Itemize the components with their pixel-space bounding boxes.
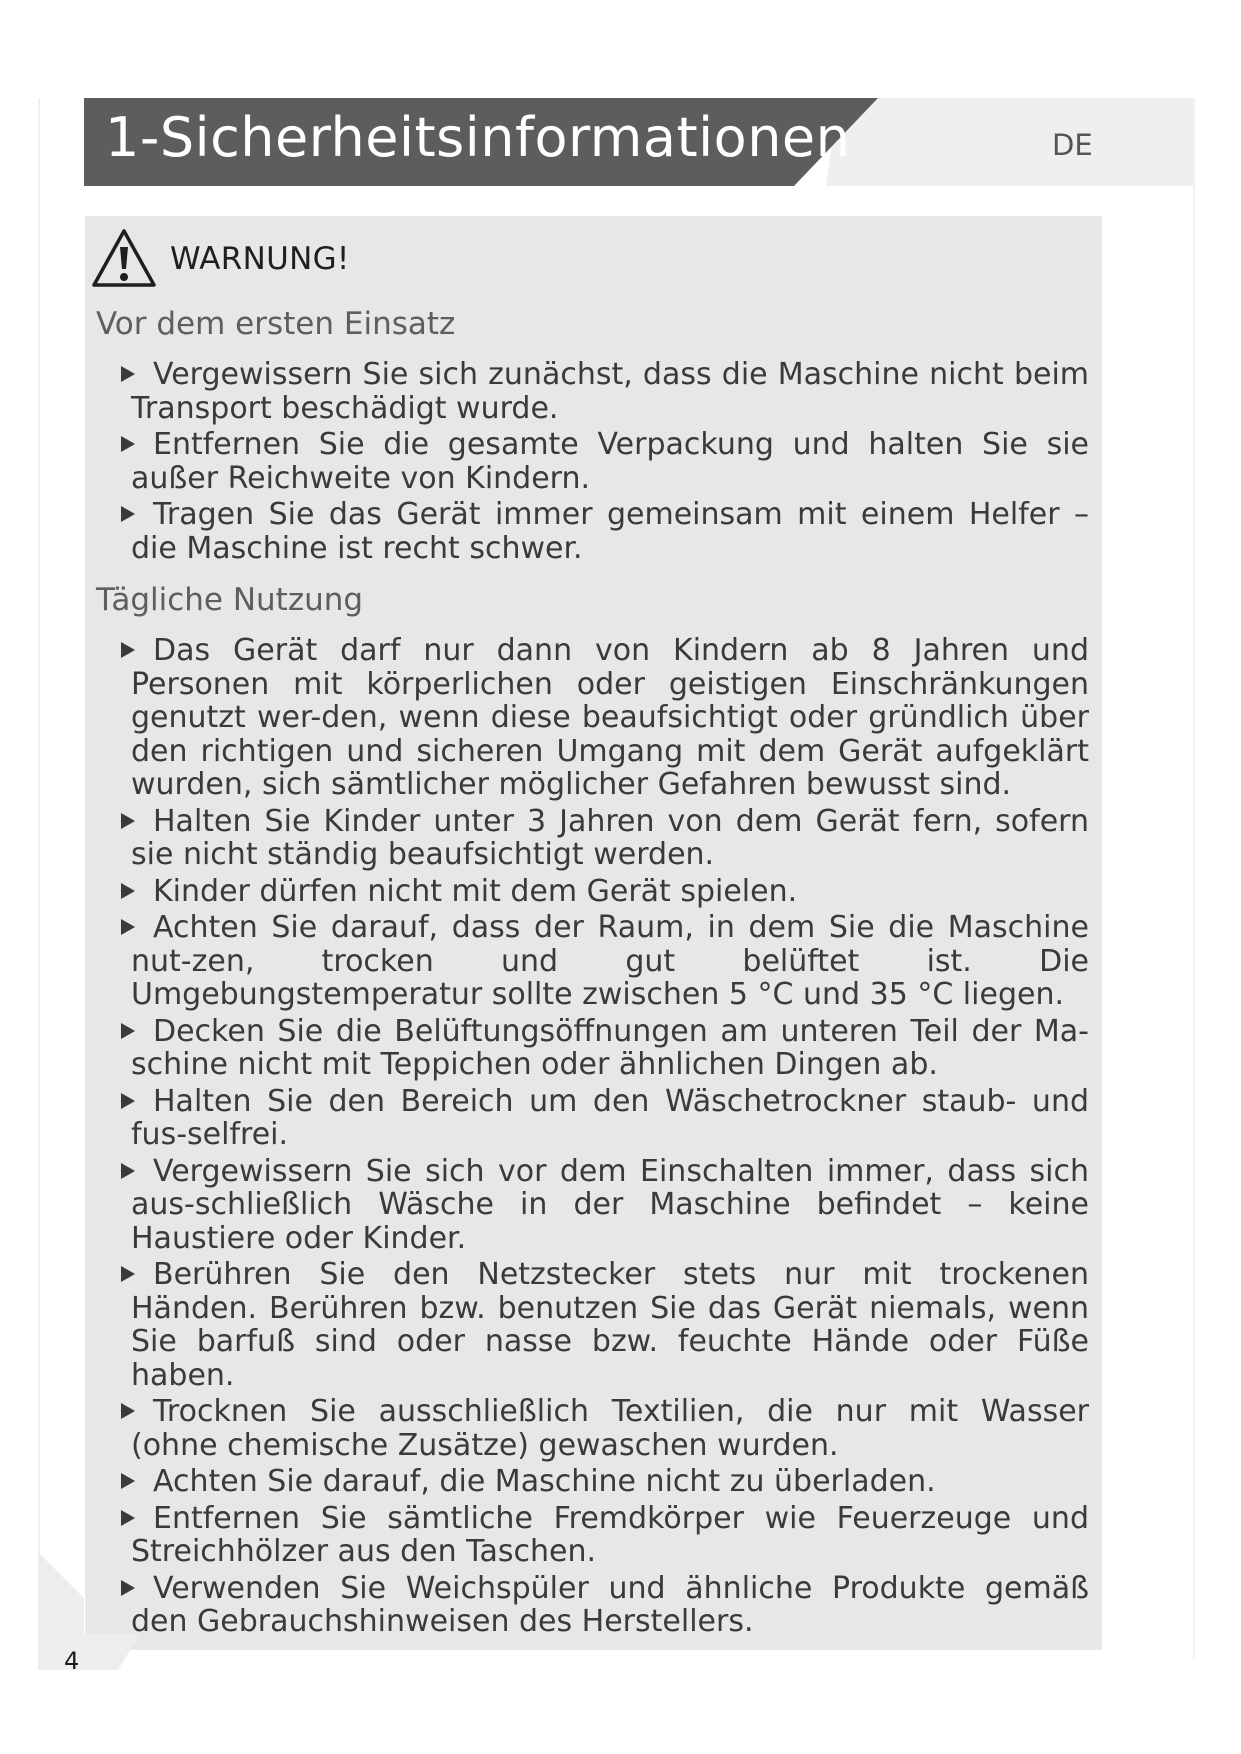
warning-label: WARNUNG!	[170, 241, 350, 277]
daily-use-list	[121, 634, 1089, 1642]
bullet-icon	[121, 366, 135, 382]
section-title-daily-use: Tägliche Nutzung	[96, 582, 364, 618]
header-banner	[0, 0, 1241, 200]
list-item: Trocknen Sie ausschließlich Textilien, die nur mit Wasser (ohne chemische Zusätze) gewaschen wurden.	[121, 1395, 1089, 1462]
right-margin-line	[1193, 98, 1195, 1658]
warning-triangle-icon	[90, 227, 158, 291]
left-margin-line	[38, 98, 40, 1658]
bullet-icon	[121, 919, 135, 935]
list-item: Verwenden Sie Weichspüler und ähnliche Produkte gemäß den Gebrauchshinweisen des Herstellers.	[121, 1572, 1089, 1639]
footer-corner-shape	[0, 1540, 160, 1710]
bullet-icon	[121, 1403, 135, 1419]
bullet-icon	[121, 1093, 135, 1109]
bullet-icon	[121, 813, 135, 829]
bullet-icon	[121, 1510, 135, 1526]
list-item: Decken Sie die Belüftungsöffnungen am unteren Teil der Ma-schine nicht mit Teppichen oder ähnlichen Dingen ab.	[121, 1015, 1089, 1082]
list-item: Achten Sie darauf, dass der Raum, in dem Sie die Maschine nut-zen, trocken und gut belüftet ist. Die Umgebungstemperatur sollte zwischen 5 °C und 35 °C liegen.	[121, 911, 1089, 1012]
bullet-icon	[121, 1473, 135, 1489]
bullet-icon	[121, 1266, 135, 1282]
list-item: Achten Sie darauf, die Maschine nicht zu überladen.	[121, 1465, 1089, 1499]
list-item: Kinder dürfen nicht mit dem Gerät spielen.	[121, 875, 1089, 909]
list-item: Entfernen Sie sämtliche Fremdkörper wie Feuerzeuge und Streichhölzer aus den Taschen.	[121, 1502, 1089, 1569]
list-item: Vergewissern Sie sich vor dem Einschalten immer, dass sich aus-schließlich Wäsche in der Maschine befindet – keine Haustiere oder Kinder.	[121, 1155, 1089, 1256]
header-light-tab	[826, 98, 1193, 186]
bullet-icon	[121, 642, 135, 658]
list-item: Berühren Sie den Netzstecker stets nur mit trockenen Händen. Berühren bzw. benutzen Sie das Gerät niemals, wenn Sie barfuß sind oder nasse bzw. feuchte Hände oder Füße haben.	[121, 1258, 1089, 1392]
list-item: Tragen Sie das Gerät immer gemeinsam mit einem Helfer – die Maschine ist recht schwer.	[121, 498, 1089, 565]
list-item: Entfernen Sie die gesamte Verpackung und halten Sie sie außer Reichweite von Kindern.	[121, 428, 1089, 495]
warning-header	[90, 224, 350, 294]
first-use-list	[121, 358, 1089, 568]
list-item: Das Gerät darf nur dann von Kindern ab 8 Jahren und Personen mit körperlichen oder geistigen Einschränkungen genutzt wer-den, wenn diese beaufsichtigt oder gründlich über den richtigen und sicheren Umgang mit dem Gerät aufgeklärt wurden, sich sämtlicher möglicher Gefahren bewusst sind.	[121, 634, 1089, 802]
page-number: 4	[64, 1647, 80, 1675]
bullet-icon	[121, 1023, 135, 1039]
list-item: Halten Sie Kinder unter 3 Jahren von dem Gerät fern, sofern sie nicht ständig beaufsichtigt werden.	[121, 805, 1089, 872]
bullet-icon	[121, 436, 135, 452]
language-code: DE	[1052, 128, 1093, 162]
bullet-icon	[121, 883, 135, 899]
list-item: Vergewissern Sie sich zunächst, dass die Maschine nicht beim Transport beschädigt wurde.	[121, 358, 1089, 425]
list-item: Halten Sie den Bereich um den Wäschetrockner staub- und fus-selfrei.	[121, 1085, 1089, 1152]
page-title: 1-Sicherheitsinformationen	[105, 106, 851, 169]
section-title-first-use: Vor dem ersten Einsatz	[96, 306, 456, 342]
bullet-icon	[121, 506, 135, 522]
footer-tab	[38, 1552, 140, 1670]
bullet-icon	[121, 1163, 135, 1179]
